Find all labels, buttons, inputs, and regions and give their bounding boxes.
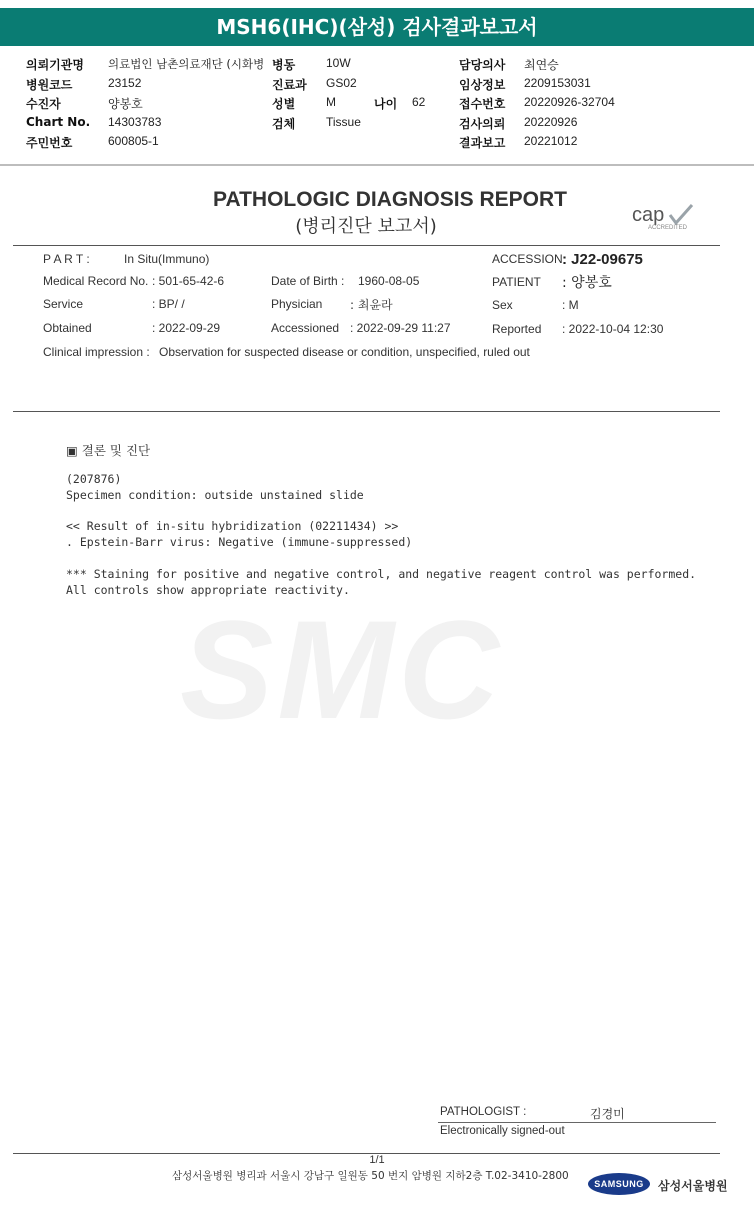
info-label: 임상정보 <box>459 78 506 92</box>
info-value: M <box>326 95 336 109</box>
info-value: 10W <box>326 56 351 70</box>
info-label: 주민번호 <box>26 136 73 150</box>
reported-label: Reported <box>492 322 542 336</box>
service-label: Service <box>43 297 84 311</box>
info-value: 20220926 <box>524 115 578 129</box>
info-value: GS02 <box>326 76 357 90</box>
samsung-logo: SAMSUNG <box>588 1173 650 1195</box>
reported-value: : 2022-10-04 12:30 <box>562 322 664 336</box>
page-number: 1/1 <box>369 1154 385 1166</box>
cap-accredited-logo <box>630 203 694 235</box>
service-value: : BP/ / <box>152 297 185 311</box>
signed-out-text: Electronically signed-out <box>440 1125 565 1137</box>
dob-value: 1960-08-05 <box>358 274 420 288</box>
mrn-label: Medical Record No. <box>43 274 149 288</box>
smc-watermark: SMC <box>180 591 504 748</box>
info-value: 2209153031 <box>524 76 591 90</box>
info-value: Tissue <box>326 115 361 129</box>
hospital-name-logo: 삼성서울병원 <box>658 1179 728 1193</box>
physician-value: : 최윤라 <box>350 298 393 312</box>
physician-label: Physician <box>271 297 323 311</box>
patient-label: PATIENT <box>492 275 541 289</box>
obtained-value: : 2022-09-29 <box>152 321 221 335</box>
accession-label: ACCESSION <box>492 252 563 266</box>
clinical-impression-label: Clinical impression : <box>43 345 150 359</box>
report-line: Specimen condition: outside unstained slide <box>66 488 364 502</box>
info-label: 병원코드 <box>26 78 73 92</box>
divider <box>13 245 720 246</box>
info-label: 결과보고 <box>459 136 506 150</box>
info-row <box>0 134 754 154</box>
info-value: 14303783 <box>108 115 162 129</box>
info-label: 검사의뢰 <box>459 117 506 131</box>
accession-value: : J22-09675 <box>562 251 643 268</box>
info-label: Chart No. <box>26 115 91 129</box>
patient-value: : 양봉호 <box>562 275 612 291</box>
info-row <box>0 76 754 96</box>
sex-label: Sex <box>492 298 513 312</box>
report-line: All controls show appropriate reactivity. <box>66 583 350 597</box>
page-title-banner <box>0 8 754 46</box>
info-label: 성별 <box>272 97 296 111</box>
info-value: 600805-1 <box>108 134 159 148</box>
info-label: 병동 <box>272 58 296 72</box>
page-title: MSH6(IHC)(삼성) 검사결과보고서 <box>216 15 538 39</box>
cap-sub-text: ACCREDITED <box>648 225 688 231</box>
request-info-panel <box>0 46 754 166</box>
sex-value: : M <box>562 298 579 312</box>
pathologist-name: 김경미 <box>590 1107 625 1121</box>
info-row <box>0 95 754 115</box>
clinical-impression-value: Observation for suspected disease or condition, unspecified, ruled out <box>159 345 530 359</box>
info-label: 담당의사 <box>459 58 506 72</box>
info-row <box>0 56 754 76</box>
accessioned-value: : 2022-09-29 11:27 <box>350 321 451 335</box>
info-value: 62 <box>412 95 426 109</box>
section-heading: ▣ 결론 및 진단 <box>66 443 151 458</box>
info-label: 검체 <box>272 117 296 131</box>
report-line: . Epstein-Barr virus: Negative (immune-suppressed) <box>66 535 413 549</box>
info-value: 양봉호 <box>108 97 143 111</box>
info-value: 20220926-32704 <box>524 95 615 109</box>
report-line: (207876) <box>66 472 122 486</box>
info-value: 20221012 <box>524 134 578 148</box>
info-label: 수진자 <box>26 97 61 111</box>
mrn-value: : 501-65-42-6 <box>152 274 225 288</box>
info-value: 23152 <box>108 76 142 90</box>
info-value: 의료법인 남촌의료재단 (시화병 <box>108 57 265 71</box>
hospital-address: 삼성서울병원 병리과 서울시 강남구 일원동 50 번지 암병원 지하2층 T.02-3410-2800 <box>172 1170 569 1182</box>
info-row <box>0 115 754 135</box>
report-line: *** Staining for positive and negative control, and negative reagent control was performed. <box>66 567 697 581</box>
info-label: 접수번호 <box>459 97 506 111</box>
info-label: 의뢰기관명 <box>26 58 84 72</box>
part-label: P A R T : <box>43 252 90 266</box>
report-line: << Result of in-situ hybridization (02211434) >> <box>66 519 399 533</box>
signature-line <box>438 1122 716 1123</box>
report-subtitle: (병리진단 보고서) <box>295 216 437 237</box>
accessioned-label: Accessioned <box>271 321 340 335</box>
report-title: PATHOLOGIC DIAGNOSIS REPORT <box>213 188 567 211</box>
divider <box>13 411 720 412</box>
cap-text: cap <box>632 204 665 226</box>
dob-label: Date of Birth : <box>271 274 345 288</box>
info-value: 최연승 <box>524 58 559 72</box>
part-value: In Situ(Immuno) <box>124 252 210 266</box>
info-label: 진료과 <box>272 78 307 92</box>
pathologist-label: PATHOLOGIST : <box>440 1106 527 1118</box>
obtained-label: Obtained <box>43 321 92 335</box>
info-label: 나이 <box>374 97 398 111</box>
